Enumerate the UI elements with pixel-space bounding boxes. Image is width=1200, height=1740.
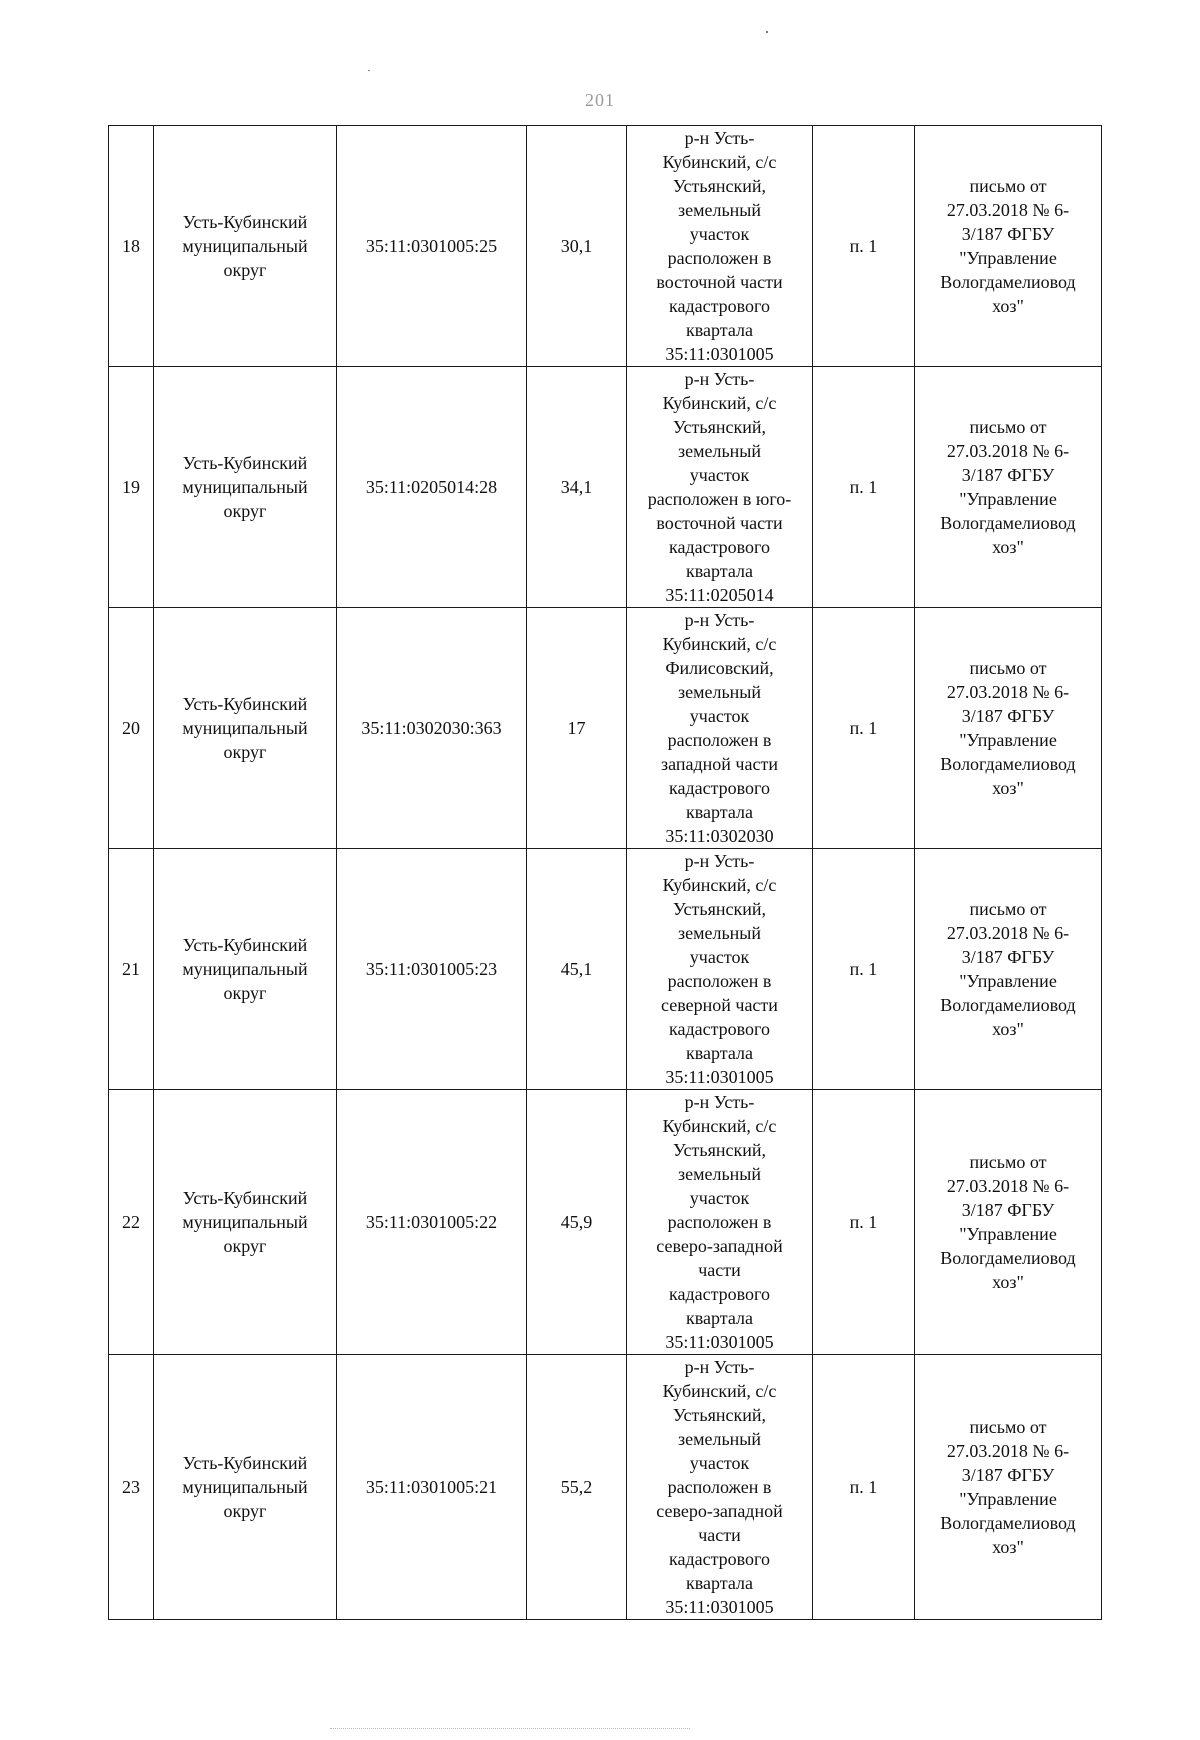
area-cell: 34,1	[527, 367, 627, 608]
area-cell: 17	[527, 608, 627, 849]
area-cell: 45,1	[527, 849, 627, 1090]
row-number-cell: 23	[109, 1355, 154, 1620]
location-cell: р-н Усть- Кубинский, с/с Устьянский, земельный участок расположен в северо-западной части кадастрового квартала 35:11:0301005	[627, 1090, 813, 1355]
municipality-cell: Усть-Кубинский муниципальный округ	[154, 608, 337, 849]
location-cell: р-н Усть- Кубинский, с/с Устьянский, земельный участок расположен в северо-западной части кадастрового квартала 35:11:0301005	[627, 1355, 813, 1620]
location-cell: р-н Усть- Кубинский, с/с Филисовский, земельный участок расположен в западной части кадастрового квартала 35:11:0302030	[627, 608, 813, 849]
document-cell: письмо от 27.03.2018 № 6- 3/187 ФГБУ "Управление Вологдамелиовод хоз"	[915, 1355, 1102, 1620]
page-number: 201	[585, 90, 615, 110]
location-cell: р-н Усть- Кубинский, с/с Устьянский, земельный участок расположен в восточной части кадастрового квартала 35:11:0301005	[627, 126, 813, 367]
table-row	[109, 849, 1102, 1090]
document-cell: письмо от 27.03.2018 № 6- 3/187 ФГБУ "Управление Вологдамелиовод хоз"	[915, 608, 1102, 849]
table-row	[109, 608, 1102, 849]
row-number-cell: 21	[109, 849, 154, 1090]
table-row	[109, 126, 1102, 367]
document-cell: письмо от 27.03.2018 № 6- 3/187 ФГБУ "Управление Вологдамелиовод хоз"	[915, 126, 1102, 367]
point-cell: п. 1	[813, 1090, 915, 1355]
document-cell: письмо от 27.03.2018 № 6- 3/187 ФГБУ "Управление Вологдамелиовод хоз"	[915, 1090, 1102, 1355]
scan-speck	[766, 31, 768, 33]
cadastral-number-cell: 35:11:0301005:21	[337, 1355, 527, 1620]
cadastral-number-cell: 35:11:0205014:28	[337, 367, 527, 608]
location-cell: р-н Усть- Кубинский, с/с Устьянский, земельный участок расположен в юго- восточной части кадастрового квартала 35:11:0205014	[627, 367, 813, 608]
row-number-cell: 19	[109, 367, 154, 608]
scan-noise	[330, 1728, 690, 1733]
land-plots-table	[108, 125, 1102, 1620]
municipality-cell: Усть-Кубинский муниципальный округ	[154, 849, 337, 1090]
area-cell: 30,1	[527, 126, 627, 367]
row-number-cell: 20	[109, 608, 154, 849]
point-cell: п. 1	[813, 126, 915, 367]
row-number-cell: 22	[109, 1090, 154, 1355]
cadastral-number-cell: 35:11:0301005:23	[337, 849, 527, 1090]
municipality-cell: Усть-Кубинский муниципальный округ	[154, 1355, 337, 1620]
municipality-cell: Усть-Кубинский муниципальный округ	[154, 367, 337, 608]
row-number-cell: 18	[109, 126, 154, 367]
document-cell: письмо от 27.03.2018 № 6- 3/187 ФГБУ "Управление Вологдамелиовод хоз"	[915, 849, 1102, 1090]
point-cell: п. 1	[813, 608, 915, 849]
document-cell: письмо от 27.03.2018 № 6- 3/187 ФГБУ "Управление Вологдамелиовод хоз"	[915, 367, 1102, 608]
municipality-cell: Усть-Кубинский муниципальный округ	[154, 126, 337, 367]
point-cell: п. 1	[813, 849, 915, 1090]
cadastral-number-cell: 35:11:0302030:363	[337, 608, 527, 849]
table-row	[109, 367, 1102, 608]
table-row	[109, 1090, 1102, 1355]
point-cell: п. 1	[813, 1355, 915, 1620]
location-cell: р-н Усть- Кубинский, с/с Устьянский, земельный участок расположен в северной части кадастрового квартала 35:11:0301005	[627, 849, 813, 1090]
table-row	[109, 1355, 1102, 1620]
scan-speck	[368, 70, 370, 71]
cadastral-number-cell: 35:11:0301005:25	[337, 126, 527, 367]
point-cell: п. 1	[813, 367, 915, 608]
municipality-cell: Усть-Кубинский муниципальный округ	[154, 1090, 337, 1355]
cadastral-number-cell: 35:11:0301005:22	[337, 1090, 527, 1355]
area-cell: 45,9	[527, 1090, 627, 1355]
area-cell: 55,2	[527, 1355, 627, 1620]
